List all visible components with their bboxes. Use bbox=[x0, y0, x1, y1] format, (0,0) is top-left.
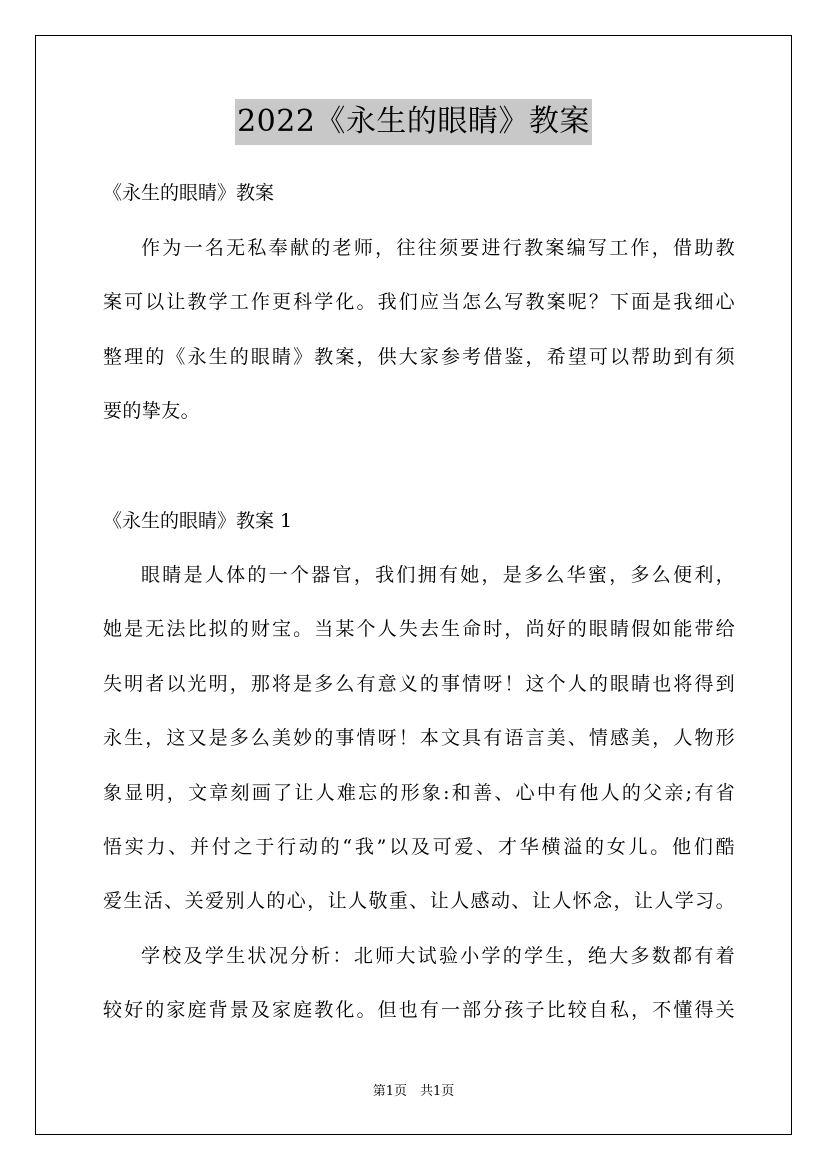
body-line: 永生，这又是多么美妙的事情呀！本文具有语言美、情感美，人物形 bbox=[103, 727, 735, 749]
body-line: 眼睛是人体的一个器官，我们拥有她，是多么华蜜，多么便利， bbox=[141, 564, 735, 586]
section-heading: 《永生的眼睛》教案 1 bbox=[103, 510, 293, 532]
body-line: 她是无法比拟的财宝。当某个人失去生命时，尚好的眼睛假如能带给 bbox=[103, 618, 735, 640]
subheading: 《永生的眼睛》教案 bbox=[103, 182, 275, 204]
page-footer: 第1页 共1页 bbox=[372, 1084, 455, 1099]
body-line: 较好的家庭背景及家庭教化。但也有一部分孩子比较自私，不懂得关 bbox=[103, 999, 735, 1021]
body-line: 爱生活、关爱别人的心，让人敬重、让人感动、让人怀念，让人学习。 bbox=[103, 890, 735, 912]
intro-line: 整理的《永生的眼睛》教案，供大家参考借鉴，希望可以帮助到有须 bbox=[103, 346, 735, 368]
body-line: 学校及学生状况分析：北师大试验小学的学生，绝大多数都有着 bbox=[141, 945, 735, 967]
body-line: 悟实力、并付之于行动的“我”以及可爱、才华横溢的女儿。他们酷 bbox=[103, 836, 735, 858]
intro-line: 要的挚友。 bbox=[103, 400, 201, 422]
body-line: 象显明，文章刻画了让人难忘的形象:和善、心中有他人的父亲;有省 bbox=[103, 782, 735, 804]
intro-line: 案可以让教学工作更科学化。我们应当怎么写教案呢？下面是我细心 bbox=[103, 291, 735, 313]
title-container bbox=[0, 99, 827, 145]
intro-line: 作为一名无私奉献的老师，往往须要进行教案编写工作，借助教 bbox=[141, 237, 735, 259]
body-line: 失明者以光明，那将是多么有意义的事情呀！这个人的眼睛也将得到 bbox=[103, 673, 735, 695]
document-title: 2022《永生的眼睛》教案 bbox=[235, 99, 592, 145]
